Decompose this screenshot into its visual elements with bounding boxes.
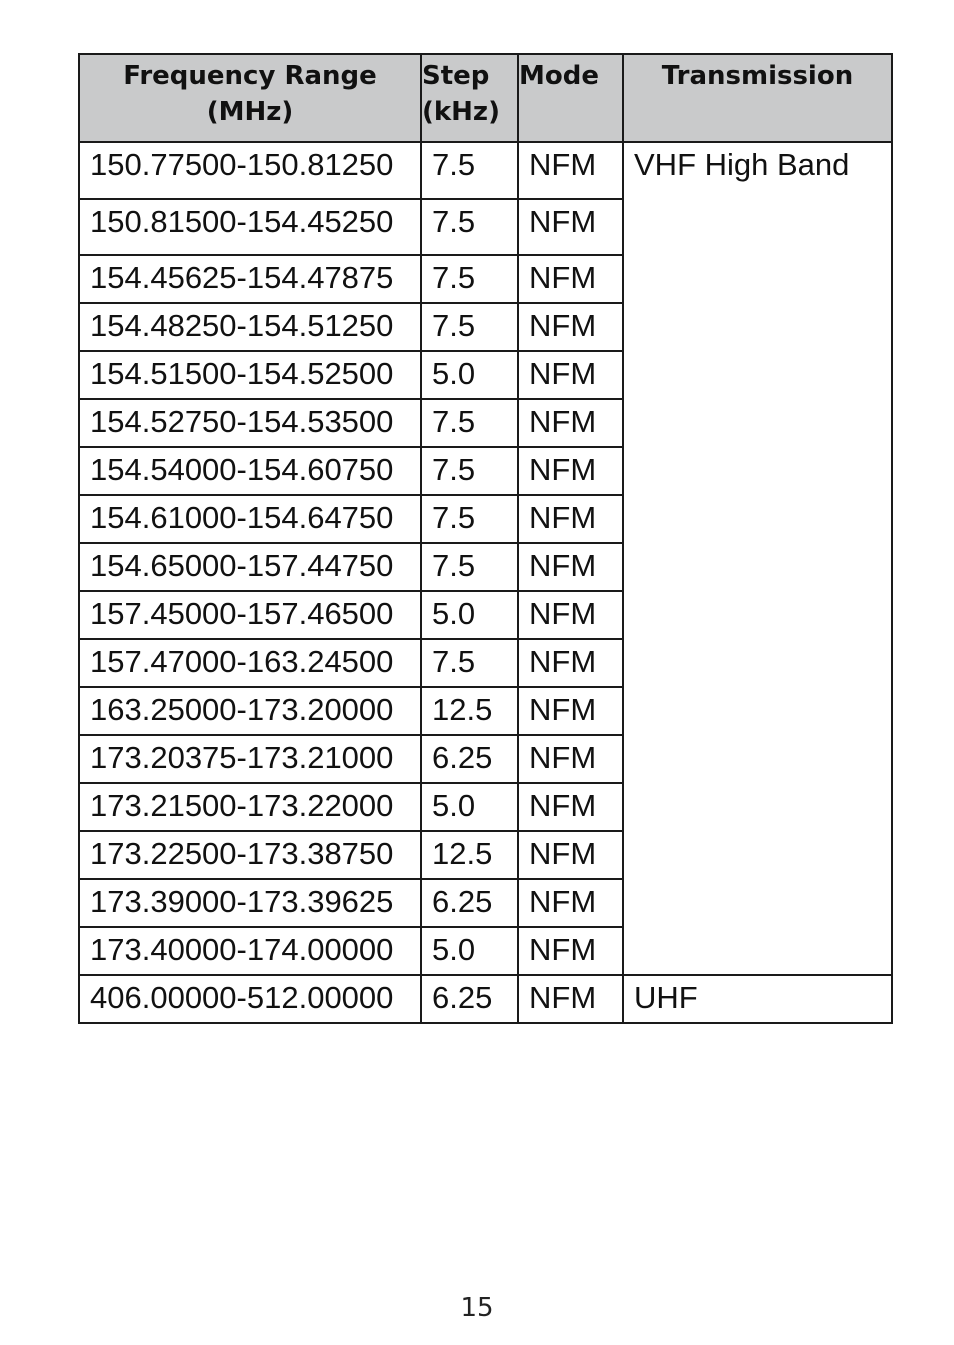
cell-frequency-range: 173.20375-173.21000 (79, 735, 421, 783)
cell-frequency-range: 154.45625-154.47875 (79, 255, 421, 303)
header-step-line1: Step (422, 61, 490, 91)
cell-transmission-vhf-high-band: VHF High Band (623, 142, 892, 975)
cell-frequency-range: 163.25000-173.20000 (79, 687, 421, 735)
cell-mode: NFM (518, 879, 623, 927)
header-step (421, 54, 518, 142)
cell-step: 7.5 (421, 255, 518, 303)
cell-step: 7.5 (421, 447, 518, 495)
cell-step: 5.0 (421, 591, 518, 639)
cell-step: 6.25 (421, 879, 518, 927)
cell-frequency-range: 150.77500-150.81250 (79, 142, 421, 199)
cell-mode: NFM (518, 639, 623, 687)
cell-step: 7.5 (421, 399, 518, 447)
cell-mode: NFM (518, 687, 623, 735)
cell-frequency-range: 154.65000-157.44750 (79, 543, 421, 591)
cell-transmission: UHF (623, 975, 892, 1023)
header-frequency-range-line1: Frequency Range (123, 61, 377, 91)
cell-step: 12.5 (421, 831, 518, 879)
cell-step: 7.5 (421, 543, 518, 591)
cell-step: 12.5 (421, 687, 518, 735)
cell-mode: NFM (518, 399, 623, 447)
cell-frequency-range: 173.21500-173.22000 (79, 783, 421, 831)
cell-frequency-range: 173.22500-173.38750 (79, 831, 421, 879)
cell-mode: NFM (518, 831, 623, 879)
table-row (79, 975, 892, 1023)
cell-step: 7.5 (421, 495, 518, 543)
cell-mode: NFM (518, 735, 623, 783)
cell-mode: NFM (518, 783, 623, 831)
cell-step: 7.5 (421, 142, 518, 199)
cell-step: 7.5 (421, 303, 518, 351)
cell-mode: NFM (518, 303, 623, 351)
cell-step: 7.5 (421, 199, 518, 255)
cell-frequency-range: 157.47000-163.24500 (79, 639, 421, 687)
cell-mode: NFM (518, 495, 623, 543)
cell-frequency-range: 157.45000-157.46500 (79, 591, 421, 639)
cell-step: 6.25 (421, 735, 518, 783)
cell-frequency-range: 154.48250-154.51250 (79, 303, 421, 351)
header-frequency-range-line2: (MHz) (206, 97, 294, 127)
cell-mode: NFM (518, 543, 623, 591)
cell-frequency-range: 150.81500-154.45250 (79, 199, 421, 255)
header-step-line2: (kHz) (422, 97, 500, 127)
cell-mode: NFM (518, 591, 623, 639)
header-transmission: Transmission (623, 54, 892, 142)
cell-step: 5.0 (421, 351, 518, 399)
cell-step: 7.5 (421, 639, 518, 687)
cell-frequency-range: 154.61000-154.64750 (79, 495, 421, 543)
header-frequency-range (79, 54, 421, 142)
frequency-table (78, 53, 893, 1024)
table-header-row (79, 54, 892, 142)
cell-mode: NFM (518, 255, 623, 303)
cell-frequency-range: 154.51500-154.52500 (79, 351, 421, 399)
header-mode: Mode (518, 54, 623, 142)
cell-frequency-range: 154.52750-154.53500 (79, 399, 421, 447)
cell-mode: NFM (518, 142, 623, 199)
cell-mode: NFM (518, 975, 623, 1023)
cell-mode: NFM (518, 447, 623, 495)
table-row (79, 142, 892, 199)
cell-frequency-range: 173.39000-173.39625 (79, 879, 421, 927)
cell-mode: NFM (518, 927, 623, 975)
cell-frequency-range: 154.54000-154.60750 (79, 447, 421, 495)
cell-frequency-range: 406.00000-512.00000 (79, 975, 421, 1023)
page-number: 15 (460, 1293, 494, 1323)
cell-frequency-range: 173.40000-174.00000 (79, 927, 421, 975)
cell-mode: NFM (518, 199, 623, 255)
cell-step: 5.0 (421, 783, 518, 831)
cell-mode: NFM (518, 351, 623, 399)
cell-step: 5.0 (421, 927, 518, 975)
cell-step: 6.25 (421, 975, 518, 1023)
